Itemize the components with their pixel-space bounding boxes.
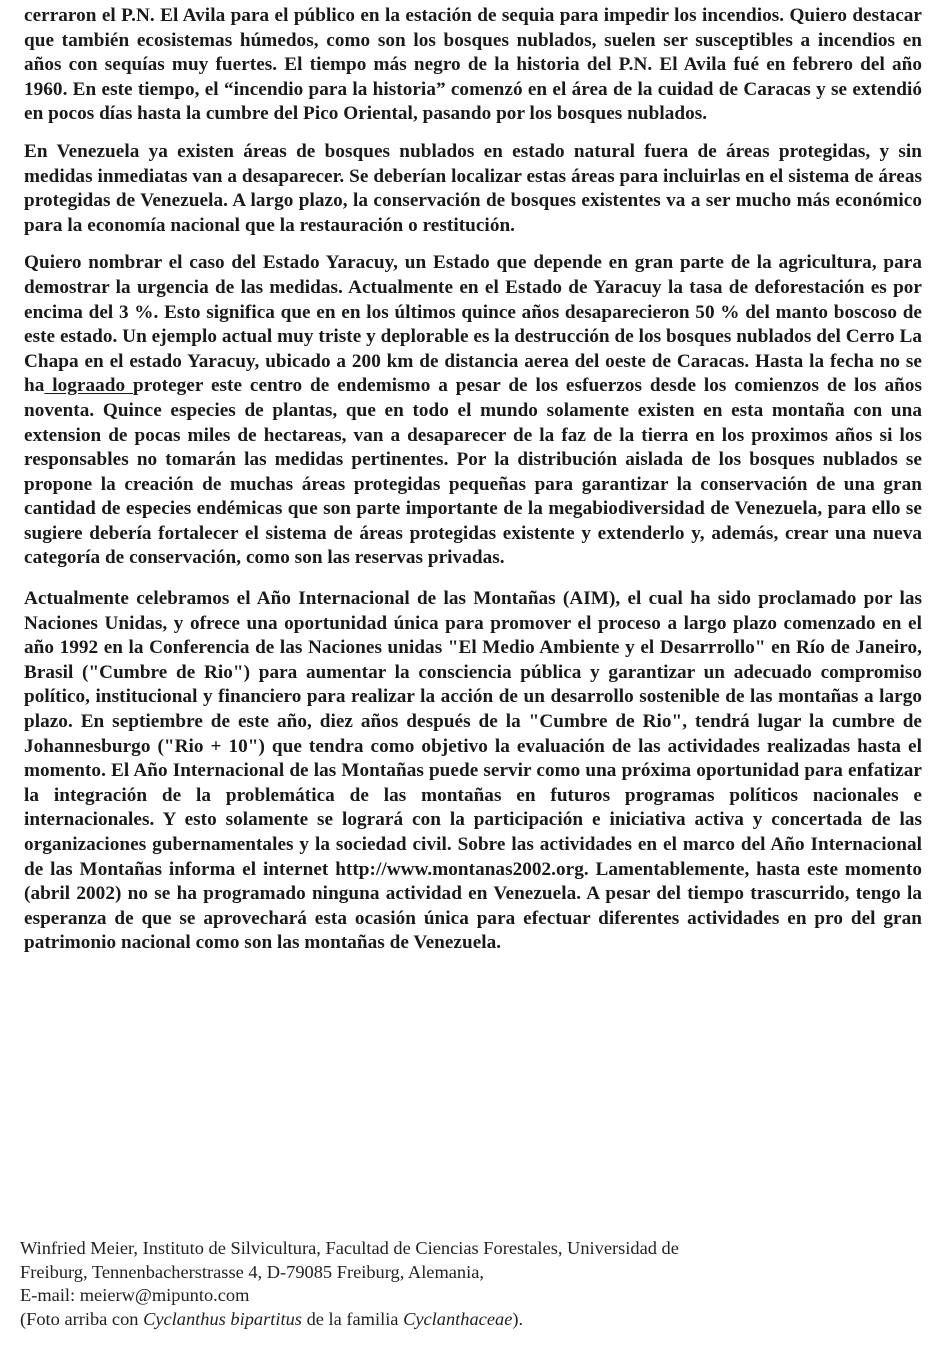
family-name: Cyclanthaceae [403, 1308, 513, 1329]
yaracuy-text-start: Quiero nombrar el caso del Estado Yaracuy, un Estado que depende en gran parte de la agricultura, para demostrar la urgencia de las medidas. Actualmente en el Estado de Yaracuy la tasa de deforestación es por encima del 3 %. Esto significa que en en los últimos quince años desaparecieron 50 % del manto boscoso de este estado. Un ejemplo actual muy triste y deplorable es la destrucción de los bosques nublados del Cerro La Chapa en el estado Yaracuy, ubicado a 200 km de distancia aerea del oeste de Caracas. Hasta la fecha no se ha [24, 252, 922, 397]
author-affiliation: Winfried Meier, Instituto de Silvicultura, Facultad de Ciencias Forestales, Universidad de [20, 1238, 679, 1258]
author-address: Freiburg, Tennenbacherstrasse 4, D-79085 Freiburg, Alemania, [20, 1261, 484, 1282]
underlined-word: lograado [44, 375, 134, 397]
photo-caption-start: (Foto arriba con [20, 1308, 144, 1329]
paragraph-yaracuy [24, 251, 922, 571]
author-footer [20, 1237, 900, 1331]
photo-caption-mid: de la familia [301, 1308, 404, 1329]
paragraph-aim: Actualmente celebramos el Año Internacional de las Montañas (AIM), el cual ha sido proclamado por las Naciones Unidas, y ofrece una oportunidad única para promover el proceso a largo plazo comenzado en el año 1992 en la Conferencia de las Naciones unidas "El Medio Ambiente y el Desarrrollo" en Río de Janeiro, Brasil ("Cumbre de Rio") para aumentar la consciencia pública y garantizar un adecuado compromiso político, institucional y financiero para realizar la acción de un desarrollo sostenible de las montañas a largo plazo. En septiembre de este año, diez años después de la "Cumbre de Rio", tendrá lugar la cumbre de Johannesburgo ("Rio + 10") que tendra como objetivo la evaluación de las actividades realizadas hasta el momento. El Año Internacional de las Montañas puede servir como una próxima oportunidad para enfatizar la integración de la problemática de las montañas en futuros programas políticos nacionales e internacionales. Y esto solamente se logrará con la participación e iniciativa activa y concertada de las organizaciones gubernamentales y la sociedad civil. Sobre las actividades en el marco del Año Internacional de las Montañas informa el internet http://www.montanas2002.org. Lamentablemente, hasta este momento (abril 2002) no se ha programado ninguna actividad en Venezuela. A pesar del tiempo trascurrido, tengo la esperanza de que se aprovechará esta ocasión única para efectuar diferentes actividades en pro del gran patrimonio nacional como son las montañas de Venezuela. [24, 588, 922, 954]
yaracuy-text-end: proteger este centro de endemismo a pesar de los esfuerzos desde los comienzos de los años noventa. Quince especies de plantas, que en todo el mundo solamente existen en esta montaña con una extension de pocas miles de hectareas, van a desaparecer de la faz de la tierra en los proximos años si los responsables no tomarán las medidas pertinentes. Por la distribución aislada de los bosques nublados se propone la creación de muchas áreas protegidas pequeñas para garantizar la conservación de una gran cantidad de especies endémicas que son parte importante de la megabiodiversidad de Venezuela, para ello se sugiere debería fortalecer el sistema de áreas protegidas existente y extenderlo y, además, crear una nueva categoría de conservación, como son las reservas privadas. [24, 375, 922, 569]
photo-caption-end: ). [512, 1308, 524, 1329]
paragraph-avila-fires: cerraron el P.N. El Avila para el público en la estación de sequia para impedir los incendios. Quiero destacar que también ecosistemas húmedos, como son los bosques nublados, suelen ser susceptibles a incendios en años con sequías muy fuertes. El tiempo más negro de la historia del P.N. El Avila fué en febrero del año 1960. En este tiempo, el “incendio para la historia” comenzó en el área de la cuidad de Caracas y se extendió en pocos días hasta la cumbre del Pico Oriental, pasando por los bosques nublados. [24, 5, 922, 125]
photo-caption [20, 1308, 900, 1332]
species-name: Cyclanthus bipartitus [143, 1308, 302, 1329]
paragraph-cloud-forests: En Venezuela ya existen áreas de bosques nublados en estado natural fuera de áreas protegidas, y sin medidas inmediatas van a desaparecer. Se deberían localizar estas áreas para incluirlas en el sistema de áreas protegidas de Venezuela. A largo plazo, la conservación de bosques existentes va a ser mucho más económico para la economía nacional que la restauración o restitución. [24, 140, 922, 236]
author-email: E-mail: meierw@mipunto.com [20, 1285, 250, 1306]
article-body [24, 4, 922, 968]
